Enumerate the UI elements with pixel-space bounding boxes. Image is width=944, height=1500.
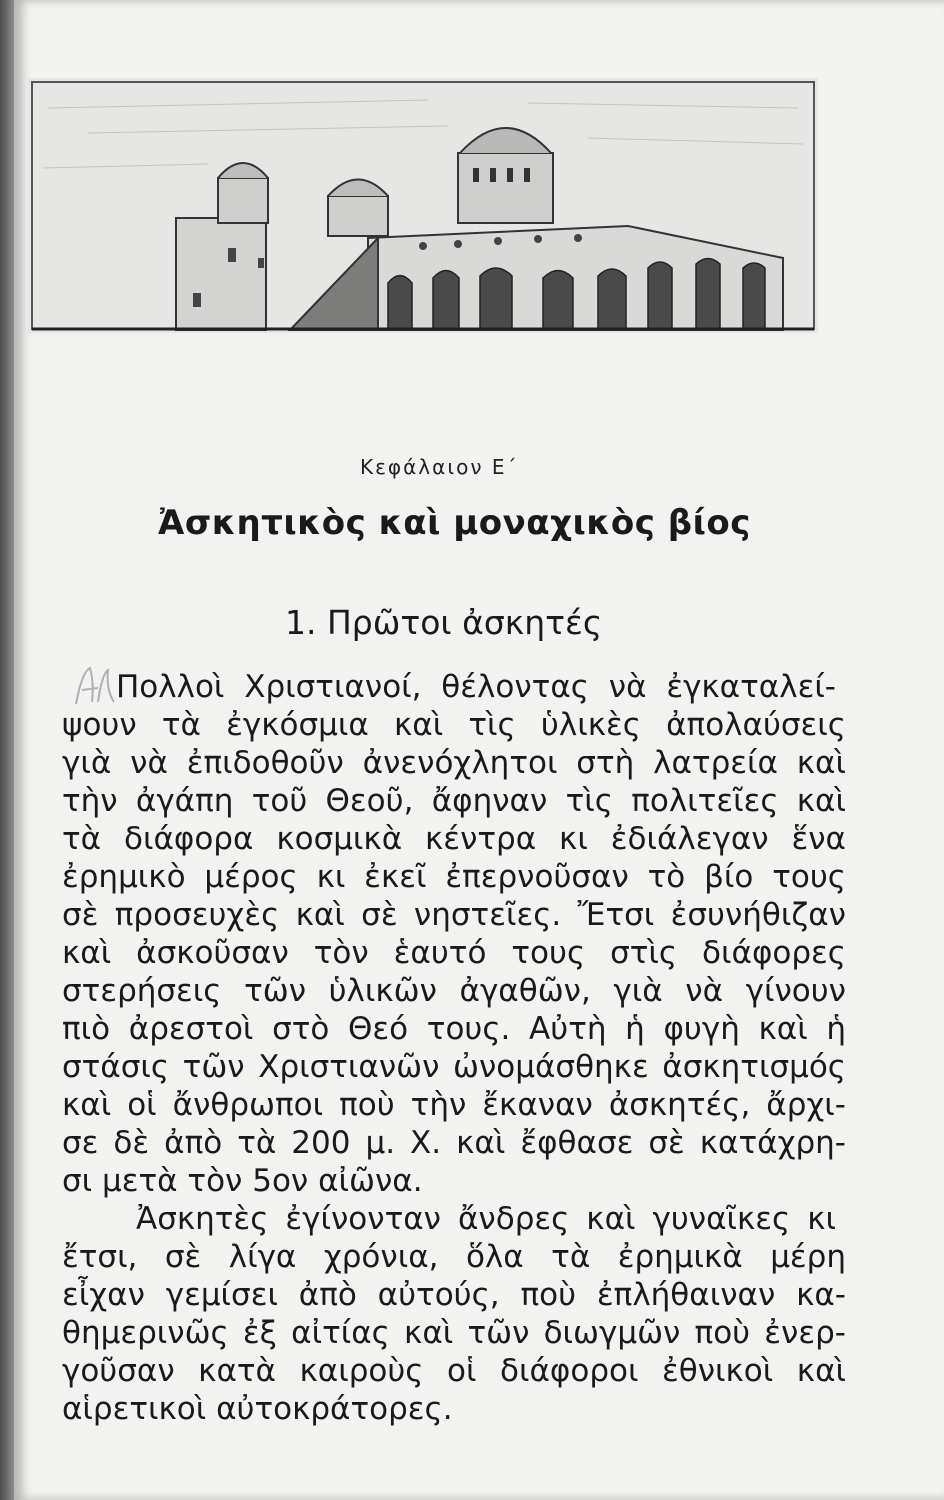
paragraph1-line: τὴν ἀγάπη τοῦ Θεοῦ, ἄφηναν τὶς πολιτεῖες καὶ [62,783,846,819]
paragraph2-line: εἶχαν γεμίσει ἀπὸ αὐτούς, ποὺ ἐπλήθαιναν κα- [62,1277,846,1313]
paragraph1-line: σι μετὰ τὸν 5ον αἰῶνα. [62,1163,423,1199]
paragraph1-line: καὶ ἀσκοῦσαν τὸν ἑαυτό τους στὶς διάφορες [62,935,846,971]
paragraph2-line: ἔτσι, σὲ λίγα χρόνια, ὅλα τὰ ἐρημικὰ μέρη [62,1239,846,1275]
paragraph1-line: καὶ οἱ ἄνθρωποι ποὺ τὴν ἔκαναν ἀσκητές, ἄρχι- [62,1087,846,1123]
paragraph1-line: τὰ διάφορα κοσμικὰ κέντρα κι ἐδιάλεγαν ἕνα [62,821,846,857]
paragraph1-line: στάσις τῶν Χριστιανῶν ὠνομάσθηκε ἀσκητισμός [62,1049,846,1085]
paragraph1-line: σε δὲ ἀπὸ τὰ 200 μ. Χ. καὶ ἔφθασε σὲ κατάχρη- [62,1125,846,1161]
paragraph1-line: ἐρημικὸ μέρος κι ἐκεῖ ἐπερνοῦσαν τὸ βίο τους [62,859,846,895]
book-spine-shadow [0,0,14,1500]
paragraph1-line: σὲ προσευχὲς καὶ σὲ νηστεῖες. Ἔτσι ἐσυνήθιζαν [62,897,846,933]
chapter-title: Ἀσκητικὸς καὶ μοναχικὸς βίος [158,503,751,543]
paragraph1-line: Πολλοὶ Χριστιανοί, θέλοντας νὰ ἐγκαταλεί- [116,669,836,705]
chapter-label: Κεφάλαιον Ε΄ [360,455,519,479]
paragraph2-line: Ἀσκητὲς ἐγίνονταν ἄνδρες καὶ γυναῖκες κι [136,1201,836,1237]
paragraph1-line: στερήσεις τῶν ὑλικῶν ἀγαθῶν, γιὰ νὰ γίνουν [62,973,846,1009]
paragraph2-line: γοῦσαν κατὰ καιροὺς οἱ διάφοροι ἐθνικοὶ καὶ [62,1353,846,1389]
handwritten-mark [68,662,118,710]
paragraph2-line: θημερινῶς ἐξ αἰτίας καὶ τῶν διωγμῶν ποὺ ἐνερ- [62,1315,846,1351]
paragraph1-line: πιὸ ἀρεστοὶ στὸ Θεό τους. Αὐτὴ ἡ φυγὴ καὶ ἡ [62,1011,846,1047]
paragraph2-line: αἱρετικοὶ αὐτοκράτορες. [62,1391,453,1427]
paragraph1-line: ψουν τὰ ἐγκόσμια καὶ τὶς ὑλικὲς ἀπολαύσεις [62,707,846,743]
paragraph1-line: γιὰ νὰ ἐπιδοθοῦν ἀνενόχλητοι στὴ λατρεία καὶ [62,745,846,781]
monastery-illustration [28,78,818,333]
section-heading: 1. Πρῶτοι ἀσκητές [285,603,603,642]
